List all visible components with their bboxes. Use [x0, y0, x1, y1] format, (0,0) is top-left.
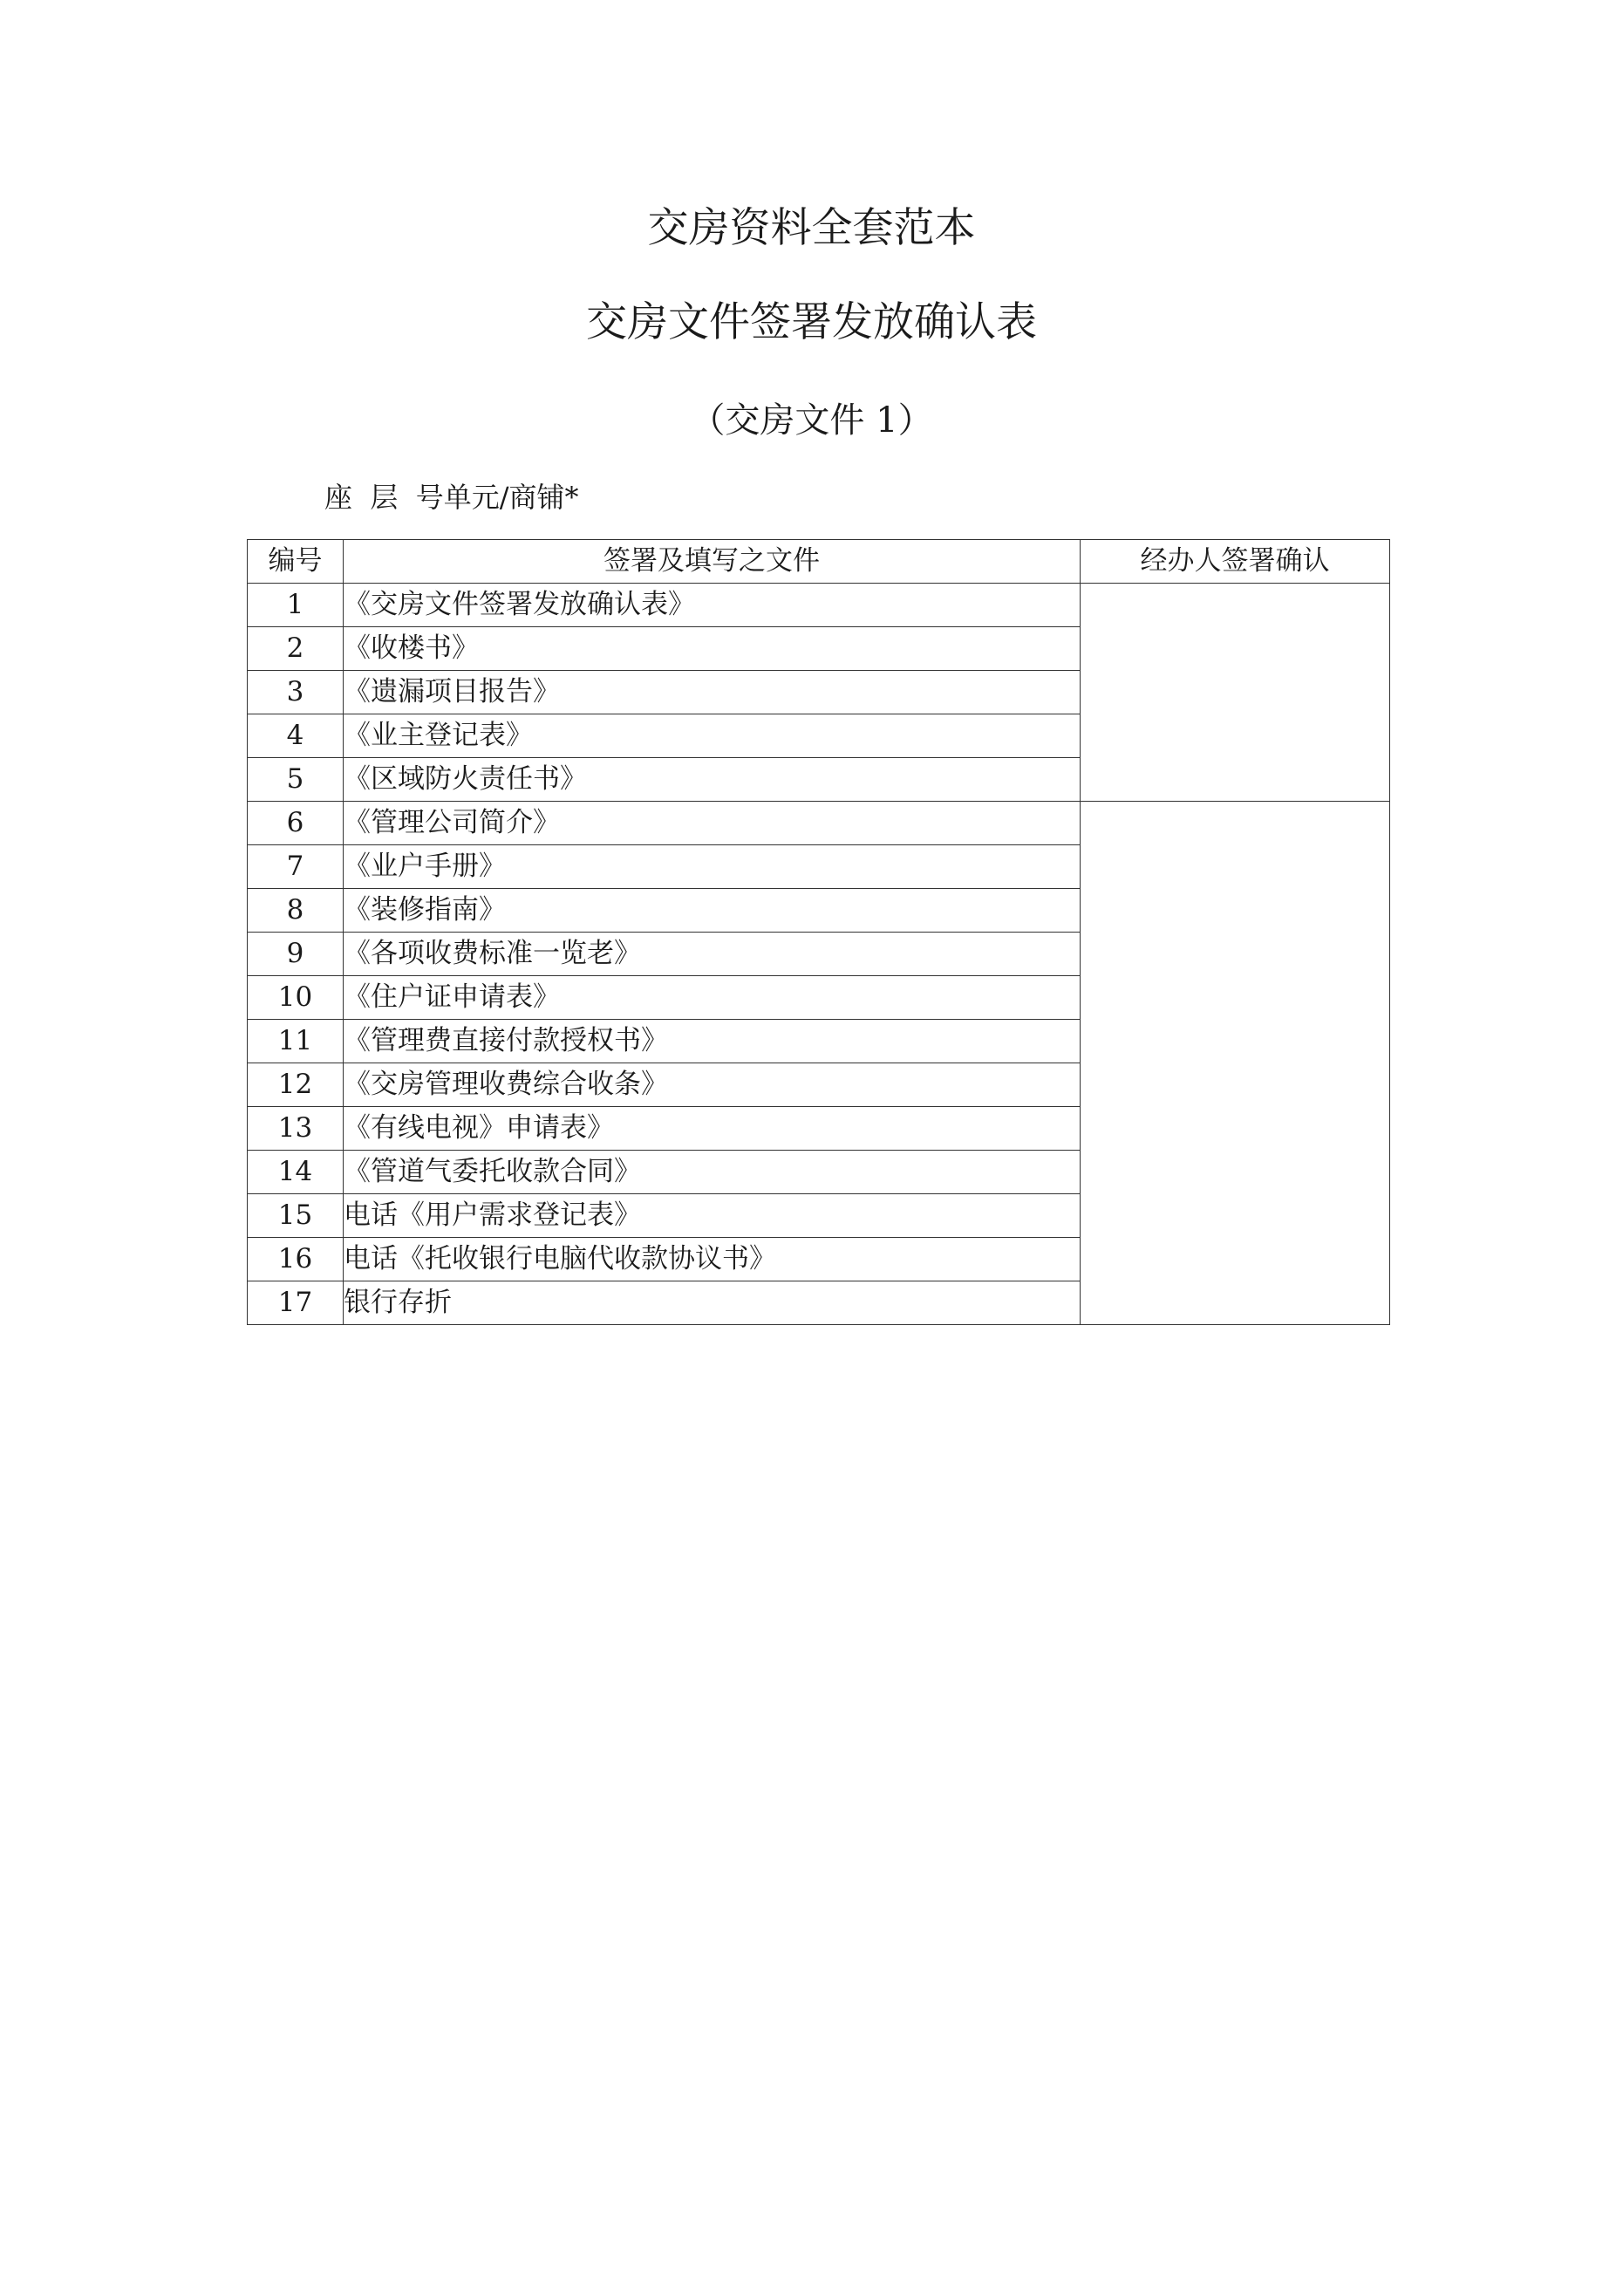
row-number: 8: [248, 889, 344, 933]
row-document: 《装修指南》: [344, 889, 1081, 933]
row-number: 3: [248, 671, 344, 714]
row-document: 《区域防火责任书》: [344, 758, 1081, 802]
row-number: 5: [248, 758, 344, 802]
row-number: 16: [248, 1238, 344, 1281]
row-document: 《交房管理收费综合收条》: [344, 1063, 1081, 1107]
row-document: 《管道气委托收款合同》: [344, 1151, 1081, 1194]
row-number: 15: [248, 1194, 344, 1238]
signature-cell-group-2[interactable]: [1081, 802, 1390, 1325]
table-row: [248, 802, 1390, 845]
signature-cell-group-1[interactable]: [1081, 584, 1390, 802]
form-subtitle-note: （交房文件 1）: [690, 400, 933, 441]
row-document: 《管理公司简介》: [344, 802, 1081, 845]
row-number: 6: [248, 802, 344, 845]
row-number: 1: [248, 584, 344, 627]
row-number: 2: [248, 627, 344, 671]
form-title: 交房文件签署发放确认表: [586, 298, 1037, 346]
row-number: 7: [248, 845, 344, 889]
row-document: 银行存折: [344, 1281, 1081, 1325]
row-document: 《管理费直接付款授权书》: [344, 1020, 1081, 1063]
row-document: 《住户证申请表》: [344, 976, 1081, 1020]
header-document: 签署及填写之文件: [344, 540, 1081, 584]
row-document: 电话《用户需求登记表》: [344, 1194, 1081, 1238]
table-header-row: [248, 540, 1390, 584]
row-number: 14: [248, 1151, 344, 1194]
row-number: 13: [248, 1107, 344, 1151]
row-document: 《业户手册》: [344, 845, 1081, 889]
row-number: 11: [248, 1020, 344, 1063]
row-document: 《业主登记表》: [344, 714, 1081, 758]
header-signature: 经办人签署确认: [1081, 540, 1390, 584]
document-title: 交房资料全套范本: [647, 204, 976, 252]
row-document: 《交房文件签署发放确认表》: [344, 584, 1081, 627]
unit-address-line: 座 层 号单元/商铺*: [324, 481, 579, 514]
row-number: 12: [248, 1063, 344, 1107]
row-number: 9: [248, 933, 344, 976]
document-sign-table: [247, 539, 1390, 1325]
row-document: 《收楼书》: [344, 627, 1081, 671]
row-document: 《有线电视》申请表》: [344, 1107, 1081, 1151]
row-document: 电话《托收银行电脑代收款协议书》: [344, 1238, 1081, 1281]
row-number: 17: [248, 1281, 344, 1325]
header-number: 编号: [248, 540, 344, 584]
row-document: 《遗漏项目报告》: [344, 671, 1081, 714]
row-number: 10: [248, 976, 344, 1020]
table-row: [248, 584, 1390, 627]
row-number: 4: [248, 714, 344, 758]
row-document: 《各项收费标准一览老》: [344, 933, 1081, 976]
